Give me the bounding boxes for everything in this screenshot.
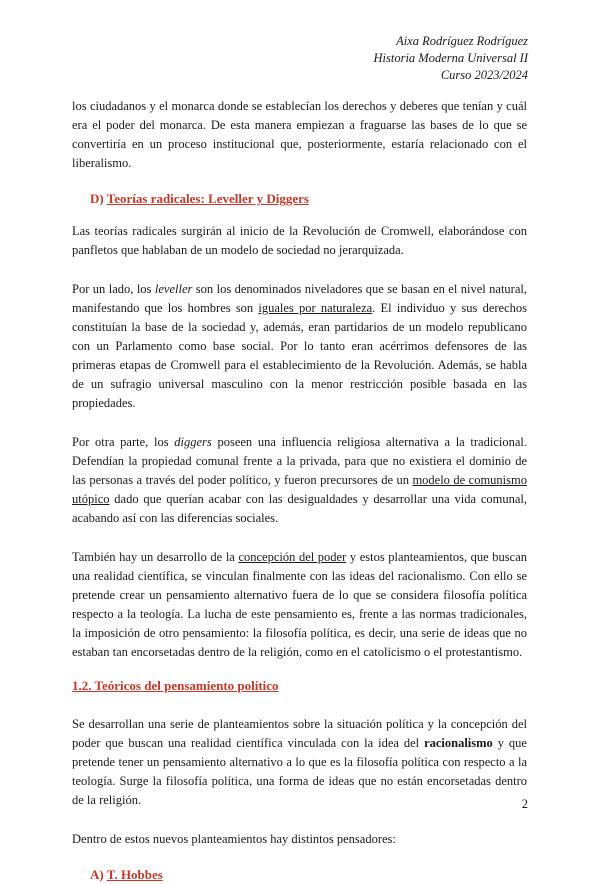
page-number: 2 bbox=[521, 797, 528, 811]
levellers-term: leveller bbox=[154, 282, 193, 296]
levellers-text-2: son los denominados niveladores que se basan en el nivel natural, manifestando que los hombres son bbox=[72, 282, 527, 315]
paragraph-concepcion-poder bbox=[72, 548, 527, 662]
page-header bbox=[374, 33, 529, 84]
header-year: Curso 2023/2024 bbox=[440, 68, 528, 82]
racionalismo-text-1: Se desarrollan una serie de planteamientos sobre la situación política y la concepción del poder que buscan una realidad científica vinculada con la idea del bbox=[72, 717, 527, 750]
section-heading-1-2 bbox=[72, 676, 527, 695]
levellers-underline: iguales por naturaleza bbox=[258, 301, 373, 315]
racionalismo-text-2: y que pretende tener un pensamiento alternativo a lo que es la filosofía política con respecto a la teología. Surge la filosofía política, una forma de ideas que no están encorsetadas dentro de la religión. bbox=[72, 736, 527, 807]
diggers-term: diggers bbox=[174, 435, 212, 449]
diggers-text-1: Por otra parte, los bbox=[72, 435, 175, 449]
section-heading-a bbox=[90, 865, 527, 884]
poder-underline: concepción del poder bbox=[238, 550, 347, 564]
diggers-text-3: dado que querían acabar con las desigualdades y desarrollar una vida comunal, acabando así con las diferencias sociales. bbox=[72, 492, 527, 525]
section-1-2-title: 1.2. Teóricos del pensamiento político bbox=[72, 678, 279, 693]
poder-text-1: También hay un desarrollo de la bbox=[72, 550, 239, 564]
section-heading-d bbox=[90, 189, 527, 208]
diggers-text-2: poseen una influencia religiosa alternativa a la tradicional. Defendían la propiedad comunal frente a la privada, para que no existiera el dominio de las personas a través del poder político, y fueron precursores de un bbox=[72, 435, 527, 487]
paragraph-pensadores: Dentro de estos nuevos planteamientos hay distintos pensadores: bbox=[72, 832, 396, 846]
paragraph-radical-theories: Las teorías radicales surgirán al inicio de la Revolución de Cromwell, elaborándose con panfletos que hablaban de un modelo de sociedad no jerarquizada. bbox=[72, 224, 527, 257]
racionalismo-bold: racionalismo bbox=[424, 736, 493, 750]
section-d-title: Teorías radicales: Leveller y Diggers bbox=[106, 191, 309, 206]
paragraph-diggers bbox=[72, 433, 527, 528]
section-d-letter: D) bbox=[90, 191, 104, 206]
paragraph-racionalismo bbox=[72, 715, 527, 810]
levellers-text-3: . El individuo y sus derechos constituían la base de la sociedad y, además, eran partidarios de un modelo republicano con un Parlamento como base social. Por lo tanto eran acérrimos defensores de las primeras etapas de Cromwell para el establecimiento de la Revolución. Además, se habla de un sufragio universal masculino con la menor restricción posible basada en las propiedades. bbox=[72, 301, 528, 410]
section-a-title: T. Hobbes bbox=[106, 867, 163, 882]
paragraph-levellers bbox=[72, 280, 527, 413]
intro-paragraph: los ciudadanos y el monarca donde se establecían los derechos y deberes que tenían y cuál era el poder del monarca. De esta manera empiezan a fraguarse las bases de lo que se convertiría en un proceso institucional que, posteriormente, estaría relacionado con el liberalismo. bbox=[72, 99, 527, 170]
page-body bbox=[72, 97, 527, 884]
levellers-text-1: Por un lado, los bbox=[72, 282, 155, 296]
header-author: Aixa Rodríguez Rodríguez bbox=[396, 34, 528, 48]
header-course-name: Historia Moderna Universal II bbox=[373, 51, 528, 65]
section-a-letter: A) bbox=[90, 867, 104, 882]
poder-text-2: y estos planteamientos, que buscan una realidad científica, se vinculan finalmente con las ideas del racionalismo. Con ello se pretende crear un pensamiento alternativo fuera de lo que se considera filosofía política respecto a la teología. La lucha de este pensamiento es, frente a las normas tradicionales, la imposición de otro pensamiento: la filosofía política, es decir, una serie de ideas que no estaban tan encorsetadas dentro de la religión, como en el catolicismo o el protestantismo. bbox=[72, 550, 528, 659]
diggers-underline: modelo de comunismo utópico bbox=[72, 473, 527, 506]
